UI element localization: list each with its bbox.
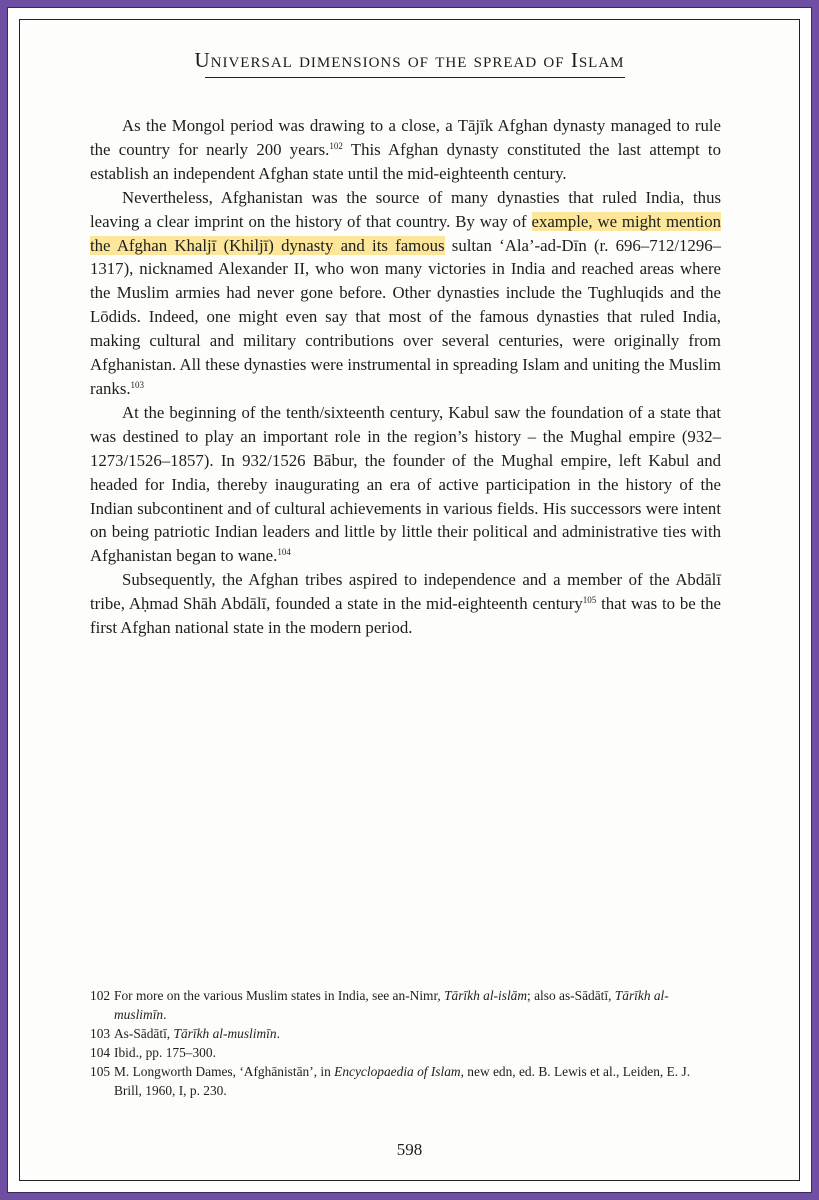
paragraph-2 [90, 186, 721, 401]
footnote-text [114, 986, 721, 1024]
footnote-103 [90, 1024, 721, 1043]
footnote-text [114, 1062, 721, 1100]
running-head [20, 48, 799, 73]
highlighted-text[interactable]: example, we might mention the Afghan Khaljī (Khiljī) dynasty and its famous [90, 211, 721, 255]
paragraph-1 [90, 114, 721, 186]
page-number [20, 1140, 799, 1160]
paragraph-text: that was to be the first Afghan national state in the modern period. [90, 594, 721, 638]
footnote-ref-105[interactable]: 105 [582, 595, 597, 606]
paragraph-text: This Afghan dynasty constituted the last attempt to establish an independent Afghan state until the mid-eighteenth century. [90, 139, 721, 183]
footnote-segment: As-Sādātī, [114, 1026, 174, 1041]
footnote-title: Tārīkh al-muslimīn [114, 988, 669, 1022]
footnote-segment: . [163, 1007, 167, 1022]
footnote-title: Encyclopaedia of Islam [334, 1064, 461, 1079]
footnote-number: 102 [90, 988, 111, 1003]
paragraph-text: sultan ‘Ala’-ad-Dīn (r. 696–712/1296–1317), nicknamed Alexander II, who won many victories in India and reached areas where the Muslim armies had never gone before. Other dynasties include the Tughluqids and the Lōdids. Indeed, one might even say that most of the famous dynasties that ruled India, making cultural and military contributions over several centuries, were originally from Afghanistan. All these dynasties were instrumental in spreading Islam and uniting the Muslim ranks. [90, 235, 721, 398]
paragraph-text: As the Mongol period was drawing to a close, a Tājīk Afghan dynasty managed to rule the country for nearly 200 years. [90, 116, 721, 159]
footnote-segment: . [276, 1026, 280, 1041]
footnote-number: 104 [90, 1045, 111, 1060]
paragraph-text: Subsequently, the Afghan tribes aspired to independence and a member of the Abdālī tribe, Aḥmad Shāh Abdālī, founded a state in the mid-eighteenth century [90, 570, 721, 614]
paragraph-text: Nevertheless, Afghanistan was the source of many dynasties that ruled India, thus leaving a clear imprint on the history of that country. By way of [90, 187, 721, 231]
footnote-segment: ; also as-Sādātī, [527, 988, 615, 1003]
paragraph-3 [90, 401, 721, 568]
footnote-ref-102[interactable]: 102 [329, 140, 343, 151]
page-number-text: 598 [396, 1140, 423, 1159]
footnote-104 [90, 1043, 721, 1062]
page-frame [7, 7, 812, 1193]
footnote-segment: , new edn, ed. B. Lewis et al., Leiden, E. J. Brill, 1960, I, p. 230. [114, 1064, 691, 1098]
footnote-title: Tārīkh al-muslimīn [173, 1026, 277, 1041]
book-page [19, 19, 800, 1181]
footnote-text [114, 1024, 721, 1043]
running-head-text: Universal dimensions of the spread of Islam [194, 48, 625, 72]
footnote-title: Tārīkh al-islām [444, 988, 528, 1003]
paragraph-text: At the beginning of the tenth/sixteenth century, Kabul saw the foundation of a state that was destined to play an important role in the region’s history – the Mughal empire (932–1273/1526–1857). In 932/1526 Bābur, the founder of the Mughal empire, left Kabul and headed for India, thereby inaugurating an era of active participation in the history of the Indian subcontinent and of cultural achievements in various fields. His successors were intent on being patriotic Indian leaders and little by little their political and administrative ties with Afghanistan began to wane. [90, 402, 721, 566]
footnote-segment: M. Longworth Dames, ‘Afghānistān’, in [114, 1064, 335, 1079]
footnote-number: 103 [90, 1026, 111, 1041]
main-text [90, 114, 721, 640]
running-head-rule [205, 77, 625, 78]
footnote-segment: Ibid., pp. 175–300. [114, 1045, 216, 1060]
paragraph-4 [90, 568, 721, 640]
footnote-ref-103[interactable]: 103 [130, 379, 145, 390]
footnote-number: 105 [90, 1064, 111, 1079]
footnote-segment: For more on the various Muslim states in India, see an-Nimr, [114, 988, 445, 1003]
footnote-text [114, 1043, 721, 1062]
footnote-ref-104[interactable]: 104 [277, 547, 291, 558]
footnote-105 [90, 1062, 721, 1100]
footnote-102 [90, 986, 721, 1024]
footnotes [90, 986, 721, 1100]
